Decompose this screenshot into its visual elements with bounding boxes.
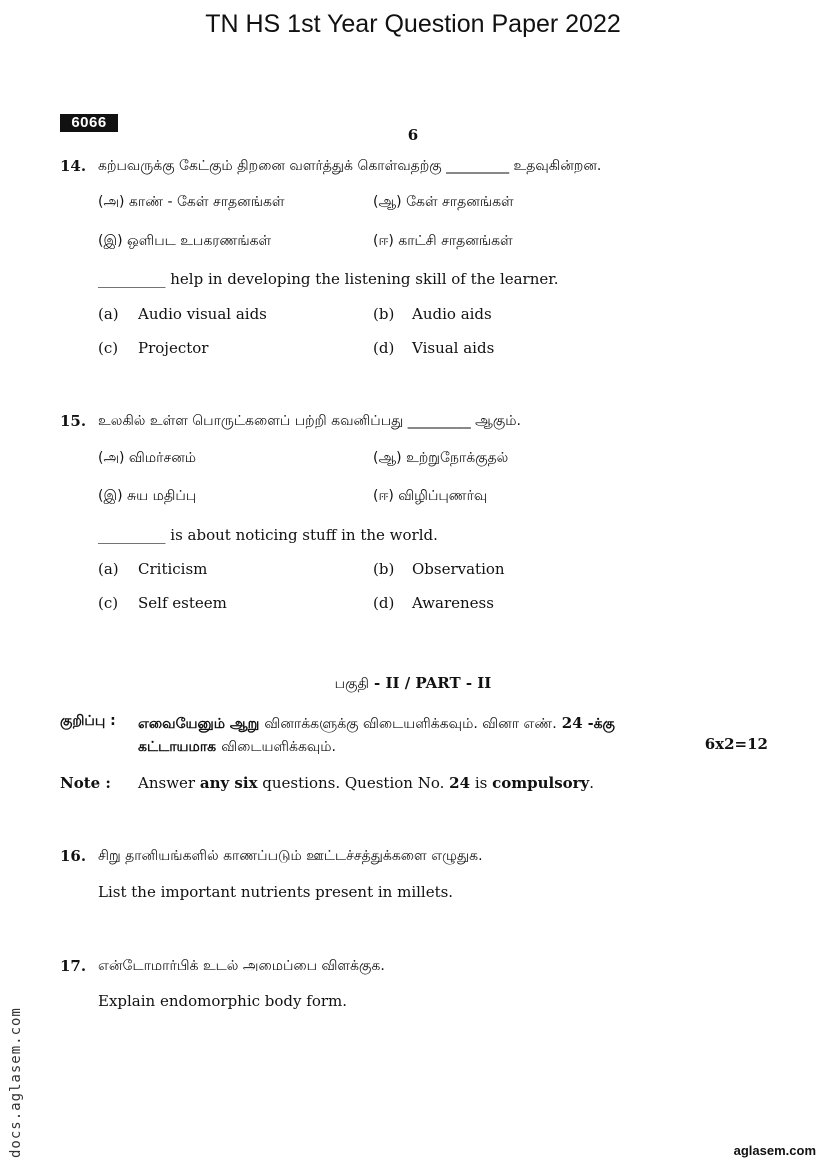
- tamil-option: (இ) ஒளிபட உபகரணங்கள்: [98, 233, 272, 249]
- tamil-option: (ஈ) காட்சி சாதனங்கள்: [373, 233, 513, 249]
- instruction-emphasis: எவையேனும் ஆறு: [138, 716, 260, 732]
- instruction-text: வினாக்களுக்கு விடையளிக்கவும். வினா எண்.: [264, 716, 557, 732]
- note-emphasis: any six: [199, 774, 258, 792]
- note-text-part: Answer: [138, 774, 196, 792]
- instruction-text: -க்கு: [587, 716, 615, 732]
- question-tamil-stem: உலகில் உள்ள பொருட்களைப் பற்றி கவனிப்பது _________ ஆகும்.: [98, 413, 521, 429]
- instruction-tamil-line-1: [138, 713, 615, 734]
- note-text-part: .: [589, 774, 595, 792]
- side-watermark-url: docs.aglasem.com: [8, 1007, 24, 1158]
- option-label: (a): [98, 305, 119, 323]
- option-label: (c): [98, 339, 119, 357]
- note-text: [138, 774, 594, 792]
- instruction-label-tamil: குறிப்பு :: [60, 713, 116, 729]
- marks-allocation: 6x2=12: [704, 735, 768, 753]
- page-number: 6: [407, 126, 419, 144]
- tamil-option: (ஆ) கேள் சாதனங்கள்: [373, 194, 514, 210]
- note-label: Note :: [60, 774, 111, 792]
- option-text: Observation: [412, 560, 505, 578]
- option-text: Audio visual aids: [138, 305, 267, 323]
- option-text: Criticism: [138, 560, 208, 578]
- question-tamil-stem: சிறு தானியங்களில் காணப்படும் ஊட்டச்சத்துக்களை எழுதுக.: [98, 848, 483, 864]
- paper-code-badge: 6066: [60, 114, 118, 132]
- question-english-stem: Explain endomorphic body form.: [98, 992, 348, 1010]
- part-heading: [0, 673, 826, 694]
- question-english-stem: List the important nutrients present in millets.: [98, 883, 454, 901]
- option-text: Awareness: [412, 594, 494, 612]
- question-number: 14.: [60, 157, 87, 175]
- note-text-part: questions. Question No.: [262, 774, 445, 792]
- tamil-option: (ஆ) உற்றுநோக்குதல்: [373, 450, 509, 466]
- question-english-stem: _________ help in developing the listening skill of the learner.: [98, 270, 559, 288]
- option-label: (c): [98, 594, 119, 612]
- tamil-option: (அ) காண் - கேள் சாதனங்கள்: [98, 194, 285, 210]
- tamil-option: (இ) சுய மதிப்பு: [98, 488, 197, 504]
- option-text: Audio aids: [412, 305, 492, 323]
- option-label: (d): [373, 339, 395, 357]
- question-number: 17.: [60, 957, 87, 975]
- option-label: (a): [98, 560, 119, 578]
- part-heading-label: - II / PART - II: [374, 674, 492, 692]
- question-tamil-stem: என்டோமார்பிக் உடல் அமைப்பை விளக்குக.: [98, 958, 385, 974]
- question-number: 15.: [60, 412, 87, 430]
- option-text: Self esteem: [138, 594, 227, 612]
- part-heading-tamil: பகுதி: [334, 676, 369, 692]
- instruction-emphasis: கட்டாயமாக: [138, 739, 217, 755]
- option-label: (b): [373, 560, 395, 578]
- tamil-option: (ஈ) விழிப்புணர்வு: [373, 488, 488, 504]
- question-number: 16.: [60, 847, 87, 865]
- note-question-number: 24: [449, 774, 471, 792]
- note-emphasis: compulsory: [492, 774, 590, 792]
- option-text: Visual aids: [412, 339, 495, 357]
- tamil-option: (அ) விமர்சனம்: [98, 450, 197, 466]
- instruction-question-number: 24: [561, 714, 583, 732]
- footer-site-link[interactable]: aglasem.com: [733, 1143, 816, 1158]
- note-text-part: is: [474, 774, 488, 792]
- page-title: TN HS 1st Year Question Paper 2022: [205, 10, 621, 38]
- question-english-stem: _________ is about noticing stuff in the world.: [98, 526, 438, 544]
- option-label: (b): [373, 305, 395, 323]
- option-text: Projector: [138, 339, 209, 357]
- question-tamil-stem: கற்பவருக்கு கேட்கும் திறனை வளர்த்துக் கொள்வதற்கு _________ உதவுகின்றன.: [98, 158, 602, 174]
- instruction-text: விடையளிக்கவும்.: [221, 739, 337, 755]
- option-label: (d): [373, 594, 395, 612]
- instruction-tamil-line-2: [138, 736, 336, 757]
